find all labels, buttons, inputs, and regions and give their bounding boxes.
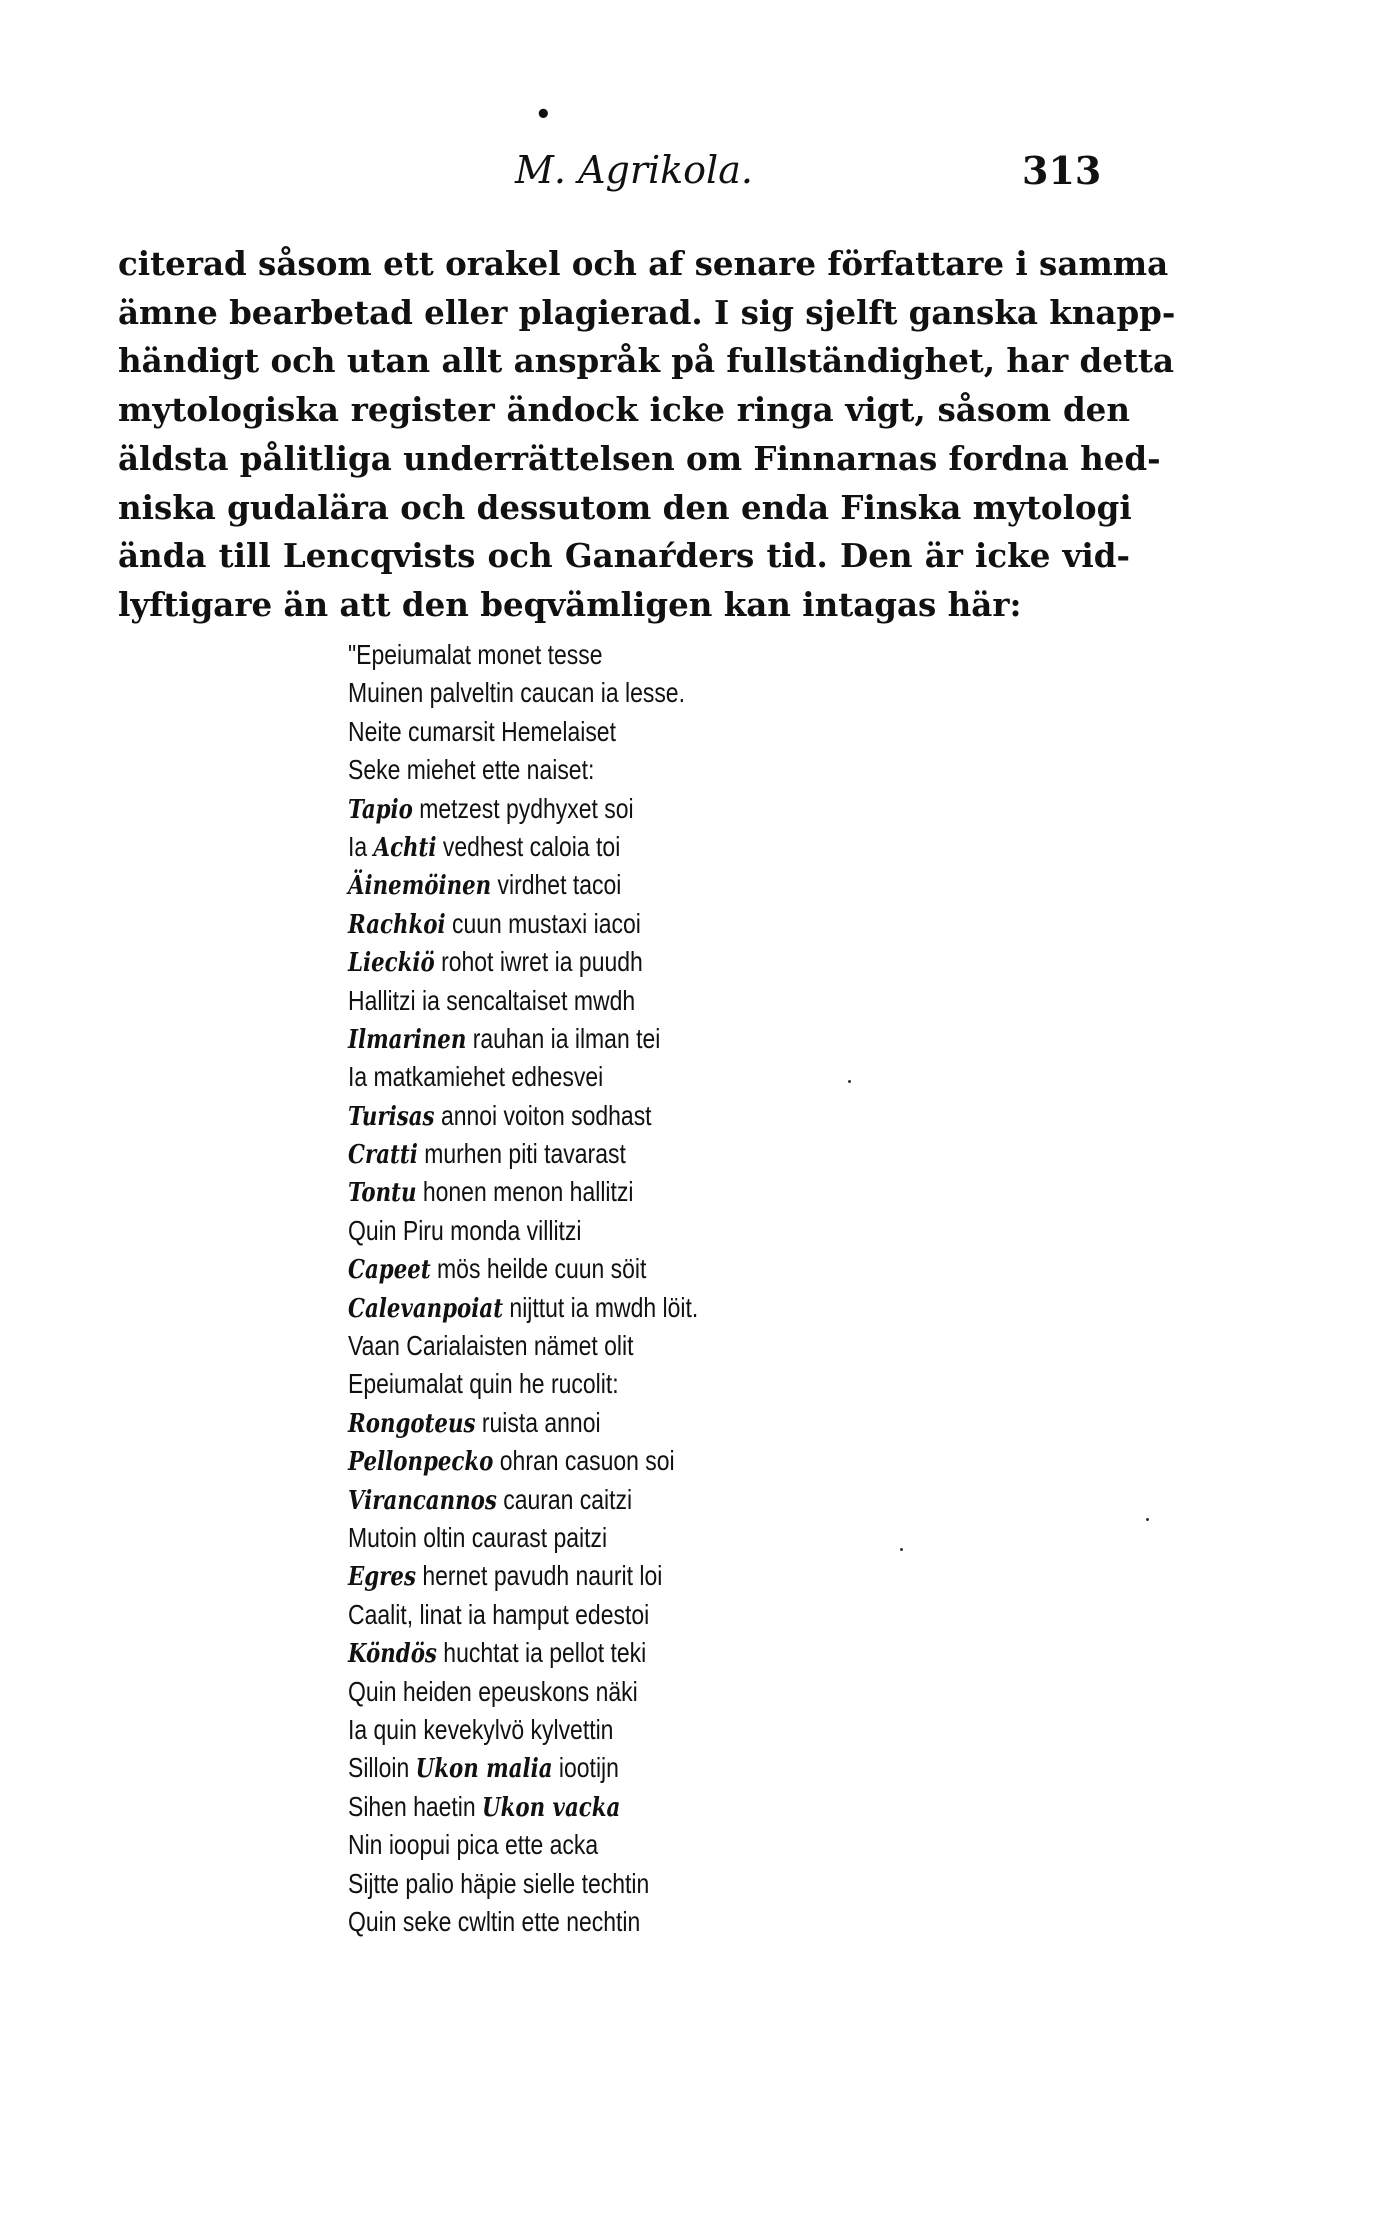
poem-line: [348, 1634, 698, 1672]
prose-line: ända till Lencqvists och Ganaŕders tid. Den är icke vid-: [118, 536, 1130, 576]
poem-line-text: vedhest caloia toi: [442, 830, 621, 862]
deity-name: Rachkoi: [348, 909, 446, 940]
poem-line-text: cauran caitzi: [503, 1483, 633, 1515]
poem-line-text: mös heilde cuun söit: [437, 1253, 647, 1285]
print-speck: [1146, 1518, 1149, 1521]
poem-line: [348, 674, 698, 712]
poem-line: [348, 1365, 698, 1403]
poem-line-text: Ia matkamiehet edhesvei: [348, 1061, 604, 1093]
poem-line-text: Sijtte palio häpie sielle techtin: [348, 1867, 650, 1899]
poem-line-text: rohot iwret ia puudh: [441, 946, 643, 978]
poem-line: [348, 1865, 698, 1903]
poem-line: [348, 1673, 698, 1711]
poem-line: [348, 866, 698, 904]
poem-line: [348, 790, 698, 828]
poem-line-text: Mutoin oltin caurast paitzi: [348, 1521, 608, 1553]
poem-line: [348, 1135, 698, 1173]
poem-line-text: Vaan Carialaisten nämet olit: [348, 1330, 634, 1362]
poem-line-text: Muinen palveltin caucan ia lesse.: [348, 677, 685, 709]
poem-line: [348, 751, 698, 789]
poem-line: [348, 982, 698, 1020]
deity-name: Ilmarinen: [348, 1024, 467, 1055]
poem-line: [348, 1519, 698, 1557]
deity-name: Äinemöinen: [348, 871, 492, 902]
poem-line-prefix: Silloin: [348, 1752, 410, 1784]
poem-line-text: iootijn: [558, 1752, 619, 1784]
poem-block: [348, 636, 698, 1941]
deity-name: Turisas: [348, 1101, 435, 1132]
poem-line-text: Quin Piru monda villitzi: [348, 1214, 582, 1246]
prose-line: äldsta pålitliga underrättelsen om Finnarnas fordna hed-: [118, 438, 1161, 478]
poem-line: [348, 905, 698, 943]
poem-line: [348, 636, 698, 674]
prose-line: mytologiska register ändock icke ringa vigt, såsom den: [118, 390, 1130, 430]
deity-name: Tontu: [348, 1178, 417, 1209]
deity-name: Rongoteus: [348, 1408, 476, 1439]
deity-name: Capeet: [348, 1255, 431, 1286]
poem-line: [348, 713, 698, 751]
poem-line: [348, 1749, 698, 1787]
poem-line-text: Neite cumarsit Hemelaiset: [348, 715, 616, 747]
deity-name: Tapio: [348, 794, 413, 825]
poem-line: [348, 1596, 698, 1634]
prose-paragraph: [118, 240, 1176, 630]
prose-line: niska gudalära och dessutom den enda Finska mytologi: [118, 487, 1132, 527]
deity-name: Ukon malia: [415, 1754, 553, 1785]
page-header: [0, 148, 1400, 208]
poem-line-text: hernet pavudh naurit loi: [422, 1560, 663, 1592]
poem-line-text: ruista annoi: [481, 1406, 601, 1438]
poem-line: [348, 1557, 698, 1595]
deity-name: Achti: [373, 832, 437, 863]
poem-line-text: cuun mustaxi iacoi: [451, 907, 641, 939]
prose-line: händigt och utan allt anspråk på fullständighet, har detta: [118, 341, 1175, 381]
poem-line-text: ohran casuon soi: [499, 1445, 675, 1477]
poem-line-text: Epeiumalat quin he rucolit:: [348, 1368, 619, 1400]
print-speck: [900, 1548, 903, 1551]
poem-line: [348, 1481, 698, 1519]
poem-line-text: Ia quin kevekylvö kylvettin: [348, 1713, 614, 1745]
page-mark: •: [535, 100, 552, 130]
poem-line-prefix: Sihen haetin: [348, 1790, 476, 1822]
poem-line-text: rauhan ia ilman tei: [472, 1022, 661, 1054]
poem-line: [348, 1903, 698, 1941]
poem-line: [348, 1826, 698, 1864]
poem-line: [348, 1289, 698, 1327]
prose-line: ämne bearbetad eller plagierad. I sig sjelft ganska knapp-: [118, 292, 1176, 332]
running-title: M. Agrikola.: [515, 148, 753, 192]
deity-name: Calevanpoiat: [348, 1293, 504, 1324]
poem-line: [348, 828, 698, 866]
poem-line: [348, 1788, 698, 1826]
prose-line: lyftigare än att den beqvämligen kan intagas här:: [118, 584, 1022, 624]
poem-line-prefix: Ia: [348, 830, 368, 862]
poem-line: [348, 1020, 698, 1058]
poem-line-text: honen menon hallitzi: [422, 1176, 634, 1208]
poem-line: [348, 1404, 698, 1442]
poem-line-text: murhen piti tavarast: [424, 1138, 626, 1170]
poem-line: [348, 1442, 698, 1480]
page-number: 313: [1022, 148, 1102, 193]
poem-line-text: Seke miehet ette naiset:: [348, 754, 595, 786]
poem-line: [348, 943, 698, 981]
poem-line-text: huchtat ia pellot teki: [443, 1637, 647, 1669]
poem-line-text: Caalit, linat ia hamput edestoi: [348, 1598, 650, 1630]
poem-line: [348, 1097, 698, 1135]
poem-line-text: Quin heiden epeuskons näki: [348, 1675, 638, 1707]
deity-name: Virancannos: [348, 1485, 497, 1516]
poem-line-text: Hallitzi ia sencaltaiset mwdh: [348, 984, 636, 1016]
print-speck: [848, 1080, 851, 1083]
prose-line: citerad såsom ett orakel och af senare författare i samma: [118, 244, 1169, 283]
poem-line-text: Quin seke cwltin ette nechtin: [348, 1905, 641, 1937]
deity-name: Egres: [348, 1562, 416, 1593]
deity-name: Ukon vacka: [482, 1792, 621, 1823]
poem-line-text: nijttut ia mwdh löit.: [509, 1291, 699, 1323]
poem-line: [348, 1212, 698, 1250]
poem-line-text: annoi voiton sodhast: [440, 1099, 652, 1131]
poem-line-text: virdhet tacoi: [497, 869, 622, 901]
deity-name: Cratti: [348, 1140, 418, 1171]
deity-name: Lieckiö: [348, 948, 435, 979]
poem-line: [348, 1327, 698, 1365]
poem-line: [348, 1173, 698, 1211]
deity-name: Pellonpecko: [348, 1447, 494, 1478]
poem-line-text: metzest pydhyxet soi: [419, 792, 634, 824]
poem-line-text: Nin ioopui pica ette acka: [348, 1829, 599, 1861]
deity-name: Köndös: [348, 1639, 437, 1670]
poem-line-text: "Epeiumalat monet tesse: [348, 639, 603, 670]
poem-line: [348, 1058, 698, 1096]
poem-line: [348, 1711, 698, 1749]
poem-line: [348, 1250, 698, 1288]
